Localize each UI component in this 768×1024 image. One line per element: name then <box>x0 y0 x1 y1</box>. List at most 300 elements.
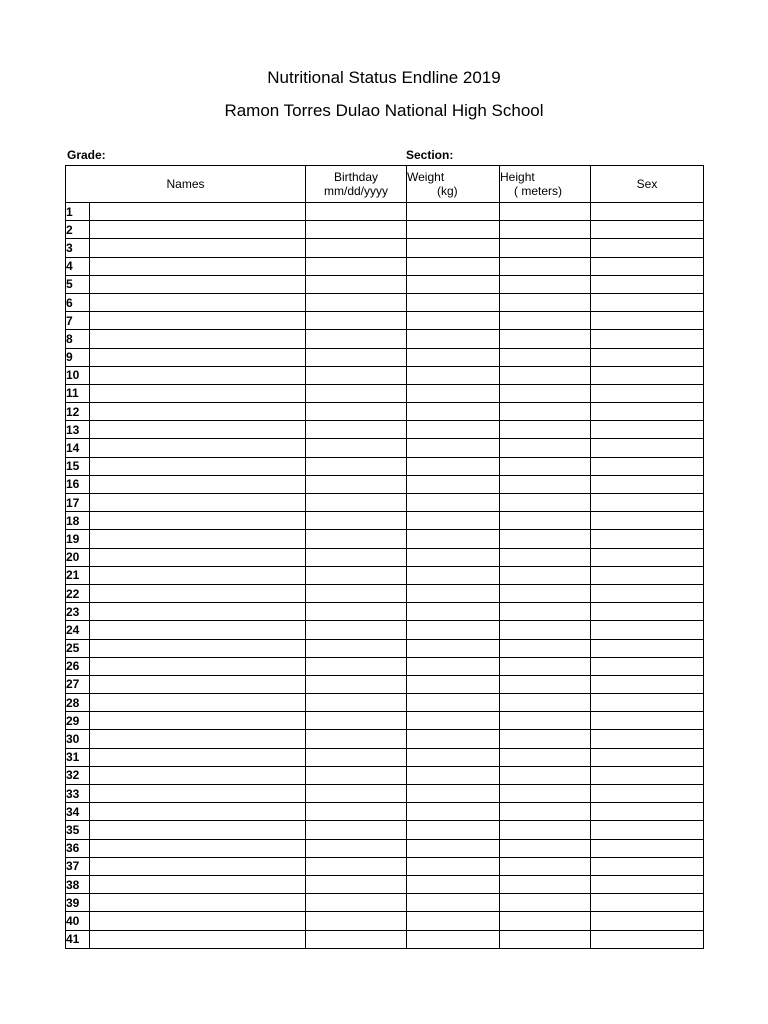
name-cell[interactable] <box>90 475 306 493</box>
height-cell[interactable] <box>500 675 591 693</box>
table-row <box>66 894 704 912</box>
row-number: 6 <box>66 293 90 311</box>
height-cell[interactable] <box>500 494 591 512</box>
birthday-cell[interactable] <box>306 330 407 348</box>
weight-header <box>407 166 500 203</box>
row-number: 20 <box>66 548 90 566</box>
height-cell[interactable] <box>500 803 591 821</box>
sex-cell[interactable] <box>591 584 704 602</box>
name-cell[interactable] <box>90 912 306 930</box>
names-header <box>66 166 306 203</box>
birthday-cell[interactable] <box>306 621 407 639</box>
table-row <box>66 348 704 366</box>
name-cell[interactable] <box>90 875 306 893</box>
weight-cell[interactable] <box>407 293 500 311</box>
sex-header-label: Sex <box>636 177 658 191</box>
weight-cell[interactable] <box>407 566 500 584</box>
height-header <box>500 166 591 203</box>
sex-cell[interactable] <box>591 875 704 893</box>
weight-cell[interactable] <box>407 748 500 766</box>
birthday-cell[interactable] <box>306 912 407 930</box>
birthday-cell[interactable] <box>306 348 407 366</box>
sex-cell[interactable] <box>591 694 704 712</box>
birthday-cell[interactable] <box>306 675 407 693</box>
height-cell[interactable] <box>500 639 591 657</box>
height-cell[interactable] <box>500 366 591 384</box>
height-cell[interactable] <box>500 603 591 621</box>
name-cell[interactable] <box>90 239 306 257</box>
sex-cell[interactable] <box>591 366 704 384</box>
row-number: 1 <box>66 203 90 221</box>
weight-cell[interactable] <box>407 657 500 675</box>
weight-cell[interactable] <box>407 384 500 402</box>
sex-cell[interactable] <box>591 603 704 621</box>
weight-cell[interactable] <box>407 821 500 839</box>
weight-cell[interactable] <box>407 603 500 621</box>
height-cell[interactable] <box>500 566 591 584</box>
sex-cell[interactable] <box>591 894 704 912</box>
sex-cell[interactable] <box>591 766 704 784</box>
table-row <box>66 639 704 657</box>
height-cell[interactable] <box>500 785 591 803</box>
sex-cell[interactable] <box>591 930 704 948</box>
height-cell[interactable] <box>500 239 591 257</box>
weight-cell[interactable] <box>407 766 500 784</box>
name-cell[interactable] <box>90 712 306 730</box>
name-cell[interactable] <box>90 348 306 366</box>
table-row <box>66 821 704 839</box>
height-cell[interactable] <box>500 439 591 457</box>
table-row <box>66 603 704 621</box>
table-row <box>66 530 704 548</box>
names-header-label: Names <box>166 177 205 191</box>
birthday-cell[interactable] <box>306 475 407 493</box>
name-cell[interactable] <box>90 675 306 693</box>
row-number: 13 <box>66 421 90 439</box>
name-cell[interactable] <box>90 421 306 439</box>
birthday-cell[interactable] <box>306 748 407 766</box>
row-number: 25 <box>66 639 90 657</box>
table-row <box>66 748 704 766</box>
table-row <box>66 875 704 893</box>
height-cell[interactable] <box>500 621 591 639</box>
table-row <box>66 384 704 402</box>
sex-cell[interactable] <box>591 221 704 239</box>
weight-cell[interactable] <box>407 221 500 239</box>
sex-cell[interactable] <box>591 275 704 293</box>
table-row <box>66 584 704 602</box>
birthday-cell[interactable] <box>306 603 407 621</box>
weight-cell[interactable] <box>407 912 500 930</box>
weight-cell[interactable] <box>407 712 500 730</box>
sex-cell[interactable] <box>591 566 704 584</box>
weight-cell[interactable] <box>407 894 500 912</box>
row-number: 23 <box>66 603 90 621</box>
height-cell[interactable] <box>500 875 591 893</box>
sex-cell[interactable] <box>591 748 704 766</box>
weight-cell[interactable] <box>407 639 500 657</box>
row-number: 38 <box>66 875 90 893</box>
sex-cell[interactable] <box>591 439 704 457</box>
name-cell[interactable] <box>90 748 306 766</box>
name-cell[interactable] <box>90 821 306 839</box>
weight-cell[interactable] <box>407 694 500 712</box>
sex-cell[interactable] <box>591 912 704 930</box>
sex-cell[interactable] <box>591 785 704 803</box>
row-number: 7 <box>66 312 90 330</box>
sex-cell[interactable] <box>591 512 704 530</box>
weight-cell[interactable] <box>407 348 500 366</box>
weight-cell[interactable] <box>407 857 500 875</box>
birthday-cell[interactable] <box>306 875 407 893</box>
sex-cell[interactable] <box>591 803 704 821</box>
row-number: 15 <box>66 457 90 475</box>
name-cell[interactable] <box>90 384 306 402</box>
name-cell[interactable] <box>90 548 306 566</box>
table-row <box>66 475 704 493</box>
birthday-cell[interactable] <box>306 766 407 784</box>
height-cell[interactable] <box>500 894 591 912</box>
height-cell[interactable] <box>500 857 591 875</box>
height-cell[interactable] <box>500 203 591 221</box>
sex-cell[interactable] <box>591 712 704 730</box>
row-number: 33 <box>66 785 90 803</box>
row-number: 3 <box>66 239 90 257</box>
name-cell[interactable] <box>90 494 306 512</box>
height-cell[interactable] <box>500 548 591 566</box>
birthday-cell[interactable] <box>306 694 407 712</box>
height-cell[interactable] <box>500 839 591 857</box>
weight-cell[interactable] <box>407 494 500 512</box>
table-row <box>66 675 704 693</box>
sex-cell[interactable] <box>591 348 704 366</box>
weight-cell[interactable] <box>407 439 500 457</box>
height-cell[interactable] <box>500 712 591 730</box>
birthday-cell[interactable] <box>306 439 407 457</box>
height-cell[interactable] <box>500 312 591 330</box>
weight-cell[interactable] <box>407 475 500 493</box>
row-number: 31 <box>66 748 90 766</box>
table-row <box>66 930 704 948</box>
height-cell[interactable] <box>500 730 591 748</box>
name-cell[interactable] <box>90 257 306 275</box>
sex-cell[interactable] <box>591 730 704 748</box>
table-row <box>66 275 704 293</box>
name-cell[interactable] <box>90 803 306 821</box>
birthday-header-line2: mm/dd/yyyy <box>324 184 389 198</box>
sex-cell[interactable] <box>591 312 704 330</box>
table-row <box>66 312 704 330</box>
weight-cell[interactable] <box>407 239 500 257</box>
birthday-cell[interactable] <box>306 584 407 602</box>
row-number: 24 <box>66 621 90 639</box>
section-label: Section: <box>406 148 454 162</box>
table-row <box>66 421 704 439</box>
weight-cell[interactable] <box>407 803 500 821</box>
name-cell[interactable] <box>90 530 306 548</box>
birthday-cell[interactable] <box>306 203 407 221</box>
name-cell[interactable] <box>90 312 306 330</box>
row-number: 37 <box>66 857 90 875</box>
height-cell[interactable] <box>500 584 591 602</box>
name-cell[interactable] <box>90 657 306 675</box>
birthday-cell[interactable] <box>306 239 407 257</box>
sex-cell[interactable] <box>591 257 704 275</box>
birthday-cell[interactable] <box>306 712 407 730</box>
weight-header-line1: Weight <box>407 170 445 184</box>
sex-cell[interactable] <box>591 857 704 875</box>
school-name: Ramon Torres Dulao National High School <box>224 101 544 120</box>
birthday-cell[interactable] <box>306 530 407 548</box>
weight-cell[interactable] <box>407 548 500 566</box>
height-cell[interactable] <box>500 457 591 475</box>
birthday-cell[interactable] <box>306 839 407 857</box>
sex-cell[interactable] <box>591 457 704 475</box>
sex-cell[interactable] <box>591 839 704 857</box>
row-number: 12 <box>66 403 90 421</box>
table-row <box>66 803 704 821</box>
birthday-cell[interactable] <box>306 366 407 384</box>
table-row <box>66 494 704 512</box>
weight-cell[interactable] <box>407 457 500 475</box>
birthday-cell[interactable] <box>306 384 407 402</box>
row-number: 40 <box>66 912 90 930</box>
table-row <box>66 330 704 348</box>
birthday-cell[interactable] <box>306 403 407 421</box>
weight-cell[interactable] <box>407 421 500 439</box>
weight-cell[interactable] <box>407 584 500 602</box>
weight-header-line2: (kg) <box>437 184 458 198</box>
height-cell[interactable] <box>500 912 591 930</box>
sex-cell[interactable] <box>591 821 704 839</box>
name-cell[interactable] <box>90 730 306 748</box>
weight-cell[interactable] <box>407 621 500 639</box>
birthday-cell[interactable] <box>306 257 407 275</box>
height-cell[interactable] <box>500 530 591 548</box>
sex-cell[interactable] <box>591 675 704 693</box>
row-number: 36 <box>66 839 90 857</box>
weight-cell[interactable] <box>407 330 500 348</box>
birthday-cell[interactable] <box>306 512 407 530</box>
height-cell[interactable] <box>500 330 591 348</box>
weight-cell[interactable] <box>407 730 500 748</box>
row-number: 11 <box>66 384 90 402</box>
table-row <box>66 221 704 239</box>
sex-cell[interactable] <box>591 384 704 402</box>
name-cell[interactable] <box>90 439 306 457</box>
row-number: 41 <box>66 930 90 948</box>
weight-cell[interactable] <box>407 785 500 803</box>
name-cell[interactable] <box>90 330 306 348</box>
sex-cell[interactable] <box>591 657 704 675</box>
height-cell[interactable] <box>500 293 591 311</box>
height-cell[interactable] <box>500 821 591 839</box>
name-cell[interactable] <box>90 275 306 293</box>
birthday-cell[interactable] <box>306 457 407 475</box>
weight-cell[interactable] <box>407 203 500 221</box>
height-cell[interactable] <box>500 657 591 675</box>
row-number: 2 <box>66 221 90 239</box>
sex-cell[interactable] <box>591 330 704 348</box>
roster-table <box>65 165 704 949</box>
birthday-cell[interactable] <box>306 275 407 293</box>
sex-cell[interactable] <box>591 639 704 657</box>
name-cell[interactable] <box>90 584 306 602</box>
row-number: 14 <box>66 439 90 457</box>
weight-cell[interactable] <box>407 930 500 948</box>
table-row <box>66 293 704 311</box>
sex-cell[interactable] <box>591 494 704 512</box>
table-row <box>66 403 704 421</box>
height-cell[interactable] <box>500 348 591 366</box>
birthday-cell[interactable] <box>306 566 407 584</box>
name-cell[interactable] <box>90 203 306 221</box>
height-cell[interactable] <box>500 930 591 948</box>
name-cell[interactable] <box>90 857 306 875</box>
grade-label: Grade: <box>67 148 106 162</box>
height-cell[interactable] <box>500 512 591 530</box>
name-cell[interactable] <box>90 639 306 657</box>
table-row <box>66 912 704 930</box>
height-cell[interactable] <box>500 694 591 712</box>
name-cell[interactable] <box>90 785 306 803</box>
name-cell[interactable] <box>90 566 306 584</box>
sex-cell[interactable] <box>591 403 704 421</box>
name-cell[interactable] <box>90 293 306 311</box>
birthday-header <box>306 166 407 203</box>
birthday-cell[interactable] <box>306 803 407 821</box>
name-cell[interactable] <box>90 930 306 948</box>
birthday-cell[interactable] <box>306 494 407 512</box>
name-cell[interactable] <box>90 457 306 475</box>
sex-cell[interactable] <box>591 203 704 221</box>
row-number: 21 <box>66 566 90 584</box>
height-header-line2: ( meters) <box>514 184 563 198</box>
sex-cell[interactable] <box>591 548 704 566</box>
birthday-cell[interactable] <box>306 639 407 657</box>
name-cell[interactable] <box>90 621 306 639</box>
birthday-cell[interactable] <box>306 730 407 748</box>
weight-cell[interactable] <box>407 675 500 693</box>
table-row <box>66 712 704 730</box>
weight-cell[interactable] <box>407 257 500 275</box>
row-number: 22 <box>66 584 90 602</box>
header-row <box>66 166 704 203</box>
name-cell[interactable] <box>90 694 306 712</box>
birthday-cell[interactable] <box>306 785 407 803</box>
height-cell[interactable] <box>500 221 591 239</box>
height-cell[interactable] <box>500 766 591 784</box>
table-row <box>66 439 704 457</box>
table-row <box>66 621 704 639</box>
table-row <box>66 366 704 384</box>
row-number: 29 <box>66 712 90 730</box>
sex-cell[interactable] <box>591 239 704 257</box>
birthday-cell[interactable] <box>306 221 407 239</box>
height-cell[interactable] <box>500 384 591 402</box>
table-row <box>66 548 704 566</box>
name-cell[interactable] <box>90 221 306 239</box>
weight-cell[interactable] <box>407 312 500 330</box>
birthday-cell[interactable] <box>306 312 407 330</box>
table-row <box>66 839 704 857</box>
row-number: 17 <box>66 494 90 512</box>
table-row <box>66 694 704 712</box>
height-cell[interactable] <box>500 403 591 421</box>
roster-body <box>66 203 704 949</box>
height-cell[interactable] <box>500 475 591 493</box>
birthday-header-line1: Birthday <box>334 170 379 184</box>
weight-cell[interactable] <box>407 839 500 857</box>
height-cell[interactable] <box>500 257 591 275</box>
row-number: 32 <box>66 766 90 784</box>
table-row <box>66 657 704 675</box>
name-cell[interactable] <box>90 603 306 621</box>
row-number: 19 <box>66 530 90 548</box>
name-cell[interactable] <box>90 403 306 421</box>
sex-header <box>591 166 704 203</box>
name-cell[interactable] <box>90 894 306 912</box>
row-number: 26 <box>66 657 90 675</box>
table-row <box>66 857 704 875</box>
row-number: 16 <box>66 475 90 493</box>
height-cell[interactable] <box>500 421 591 439</box>
row-number: 34 <box>66 803 90 821</box>
row-number: 28 <box>66 694 90 712</box>
height-header-line1: Height <box>500 170 535 184</box>
sex-cell[interactable] <box>591 621 704 639</box>
row-number: 9 <box>66 348 90 366</box>
sex-cell[interactable] <box>591 421 704 439</box>
document-title: Nutritional Status Endline 2019 <box>267 68 501 87</box>
table-row <box>66 239 704 257</box>
weight-cell[interactable] <box>407 403 500 421</box>
sex-cell[interactable] <box>591 475 704 493</box>
table-row <box>66 785 704 803</box>
weight-cell[interactable] <box>407 366 500 384</box>
birthday-cell[interactable] <box>306 421 407 439</box>
table-row <box>66 203 704 221</box>
weight-cell[interactable] <box>407 275 500 293</box>
weight-cell[interactable] <box>407 512 500 530</box>
sex-cell[interactable] <box>591 530 704 548</box>
weight-cell[interactable] <box>407 875 500 893</box>
birthday-cell[interactable] <box>306 821 407 839</box>
birthday-cell[interactable] <box>306 930 407 948</box>
table-row <box>66 457 704 475</box>
height-cell[interactable] <box>500 275 591 293</box>
weight-cell[interactable] <box>407 530 500 548</box>
table-row <box>66 730 704 748</box>
birthday-cell[interactable] <box>306 657 407 675</box>
table-row <box>66 766 704 784</box>
name-cell[interactable] <box>90 766 306 784</box>
name-cell[interactable] <box>90 839 306 857</box>
birthday-cell[interactable] <box>306 293 407 311</box>
row-number: 8 <box>66 330 90 348</box>
row-number: 30 <box>66 730 90 748</box>
row-number: 27 <box>66 675 90 693</box>
row-number: 10 <box>66 366 90 384</box>
name-cell[interactable] <box>90 366 306 384</box>
row-number: 35 <box>66 821 90 839</box>
birthday-cell[interactable] <box>306 857 407 875</box>
height-cell[interactable] <box>500 748 591 766</box>
name-cell[interactable] <box>90 512 306 530</box>
birthday-cell[interactable] <box>306 894 407 912</box>
sex-cell[interactable] <box>591 293 704 311</box>
birthday-cell[interactable] <box>306 548 407 566</box>
